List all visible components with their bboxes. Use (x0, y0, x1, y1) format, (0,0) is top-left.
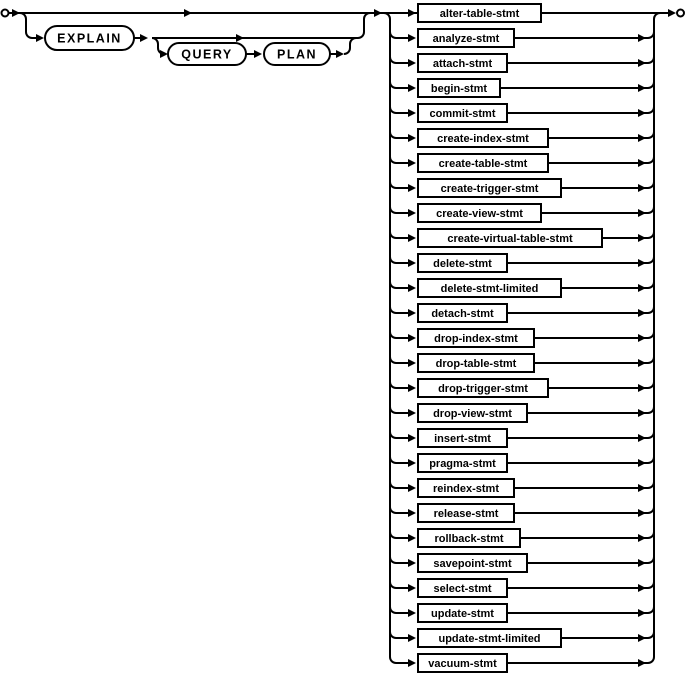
node-label: analyze-stmt (432, 33, 500, 45)
connector-line (507, 657, 654, 663)
connector-line (507, 582, 654, 588)
connector-line (390, 432, 408, 438)
connector-line (541, 207, 654, 213)
arrowhead (638, 584, 646, 592)
arrowhead (408, 84, 416, 92)
arrowhead (236, 34, 244, 42)
arrowhead (408, 34, 416, 42)
right-merge-rail (654, 13, 660, 657)
arrowhead (638, 509, 646, 517)
node-label: create-trigger-stmt (440, 183, 539, 195)
node-detach-stmt[interactable] (418, 304, 507, 322)
connector-line (390, 482, 408, 488)
arrowhead (408, 159, 416, 167)
node-insert-stmt[interactable] (418, 429, 507, 447)
connector-line (390, 507, 408, 513)
connector-line (514, 507, 654, 513)
connector-line (507, 57, 654, 63)
keyword-label: PLAN (276, 47, 318, 62)
node-update-stmt-limited[interactable] (418, 629, 561, 647)
connector-line (514, 482, 654, 488)
node-label: release-stmt (433, 508, 499, 520)
end-terminal-icon (677, 10, 684, 17)
node-label: attach-stmt (432, 58, 493, 70)
connector-line (390, 582, 408, 588)
connector-line (390, 257, 408, 263)
arrowhead (408, 209, 416, 217)
arrowhead (638, 334, 646, 342)
arrowhead (638, 534, 646, 542)
arrowhead (408, 9, 416, 17)
connector-line (390, 332, 408, 338)
arrowhead (638, 84, 646, 92)
connector-line (602, 232, 654, 238)
arrowhead (638, 359, 646, 367)
connector-line (390, 407, 408, 413)
connector-line (390, 307, 408, 313)
node-label: pragma-stmt (429, 458, 496, 470)
node-label: commit-stmt (429, 108, 496, 120)
connector-line (390, 657, 408, 663)
node-create-trigger-stmt[interactable] (418, 179, 561, 197)
connector-line (520, 532, 654, 538)
connector-line (390, 282, 408, 288)
connector-line (390, 182, 408, 188)
node-create-view-stmt[interactable] (418, 204, 541, 222)
connector-line (507, 432, 654, 438)
query-plan-merge-line (344, 38, 356, 54)
node-label: create-view-stmt (436, 208, 523, 220)
node-label: reindex-stmt (432, 483, 500, 495)
arrowhead (408, 659, 416, 667)
connector-line (390, 632, 408, 638)
connector-line (390, 207, 408, 213)
connector-line (390, 532, 408, 538)
node-attach-stmt[interactable] (418, 54, 507, 72)
arrowhead (408, 109, 416, 117)
node-pragma-stmt[interactable] (418, 454, 507, 472)
node-label: create-table-stmt (438, 158, 528, 170)
arrowhead (638, 409, 646, 417)
arrowhead (668, 9, 676, 17)
node-create-table-stmt[interactable] (418, 154, 548, 172)
arrowhead (638, 609, 646, 617)
node-create-virtual-table-stmt[interactable] (418, 229, 602, 247)
arrowhead (638, 159, 646, 167)
arrowhead (408, 359, 416, 367)
arrowhead (638, 34, 646, 42)
arrowhead (638, 459, 646, 467)
arrowhead (638, 209, 646, 217)
connector-line (534, 357, 654, 363)
arrowhead (408, 559, 416, 567)
node-analyze-stmt[interactable] (418, 29, 514, 47)
arrowhead (408, 309, 416, 317)
connector-line (527, 407, 654, 413)
arrowhead (638, 134, 646, 142)
arrowhead (184, 9, 192, 17)
node-alter-table-stmt[interactable] (418, 4, 541, 22)
arrowhead (408, 334, 416, 342)
connector-line (527, 557, 654, 563)
arrowhead (408, 534, 416, 542)
arrowhead (408, 409, 416, 417)
node-label: update-stmt-limited (438, 633, 541, 645)
connector-line (390, 557, 408, 563)
arrowhead (374, 9, 382, 17)
connector-line (507, 607, 654, 613)
left-branch-rail (384, 13, 390, 657)
connector-line (514, 32, 654, 38)
node-label: savepoint-stmt (433, 558, 512, 570)
node-vacuum-stmt[interactable] (418, 654, 507, 672)
connector-line (390, 457, 408, 463)
node-label: drop-trigger-stmt (438, 383, 528, 395)
arrowhead (408, 384, 416, 392)
arrowhead (638, 59, 646, 67)
node-label: drop-index-stmt (434, 333, 518, 345)
arrowhead (638, 559, 646, 567)
node-label: create-index-stmt (437, 133, 529, 145)
arrowhead (638, 184, 646, 192)
keyword-label: QUERY (181, 47, 233, 62)
node-label: delete-stmt-limited (440, 283, 539, 295)
arrowhead (638, 309, 646, 317)
arrowhead (638, 109, 646, 117)
node-label: select-stmt (433, 583, 492, 595)
node-release-stmt[interactable] (418, 504, 514, 522)
arrowhead (408, 484, 416, 492)
explain-bypass-line (152, 13, 370, 38)
connector-line (390, 157, 408, 163)
arrowhead (408, 259, 416, 267)
connector-line (390, 607, 408, 613)
arrowhead (36, 34, 44, 42)
connector-line (534, 332, 654, 338)
node-delete-stmt-limited[interactable] (418, 279, 561, 297)
node-drop-view-stmt[interactable] (418, 404, 527, 422)
arrowhead (638, 384, 646, 392)
connector-line (390, 382, 408, 388)
node-rollback-stmt[interactable] (418, 529, 520, 547)
node-label: drop-table-stmt (435, 358, 517, 370)
arrowhead (408, 134, 416, 142)
arrowhead (160, 50, 168, 58)
node-begin-stmt[interactable] (418, 79, 500, 97)
node-update-stmt[interactable] (418, 604, 507, 622)
node-label: drop-view-stmt (433, 408, 512, 420)
arrowhead (638, 634, 646, 642)
node-drop-index-stmt[interactable] (418, 329, 534, 347)
node-label: begin-stmt (430, 83, 488, 95)
arrowhead (254, 50, 262, 58)
connector-line (390, 107, 408, 113)
node-select-stmt[interactable] (418, 579, 507, 597)
node-reindex-stmt[interactable] (418, 479, 514, 497)
node-create-index-stmt[interactable] (418, 129, 548, 147)
connector-line (500, 82, 654, 88)
connector-line (390, 82, 408, 88)
node-delete-stmt[interactable] (418, 254, 507, 272)
keyword-label: EXPLAIN (57, 31, 122, 46)
arrowhead (408, 434, 416, 442)
connector-line (390, 57, 408, 63)
connector-line (507, 257, 654, 263)
start-terminal-icon (2, 10, 9, 17)
keyword-explain (45, 26, 134, 50)
connector-line (390, 32, 408, 38)
connector-line (390, 132, 408, 138)
arrowhead (638, 259, 646, 267)
node-label: rollback-stmt (434, 533, 504, 545)
arrowhead (638, 284, 646, 292)
node-drop-table-stmt[interactable] (418, 354, 534, 372)
arrowhead (638, 659, 646, 667)
arrowhead (336, 50, 344, 58)
node-label: delete-stmt (433, 258, 492, 270)
connector-line (390, 232, 408, 238)
arrowhead (12, 9, 20, 17)
explain-branch-line (20, 13, 36, 38)
node-commit-stmt[interactable] (418, 104, 507, 122)
arrowhead (140, 34, 148, 42)
node-savepoint-stmt[interactable] (418, 554, 527, 572)
node-label: detach-stmt (431, 308, 494, 320)
arrowhead (408, 459, 416, 467)
arrowhead (408, 634, 416, 642)
arrowhead (408, 59, 416, 67)
keyword-plan (264, 43, 330, 65)
connector-line (390, 357, 408, 363)
arrowhead (408, 184, 416, 192)
node-label: update-stmt (431, 608, 494, 620)
arrowhead (408, 584, 416, 592)
connector-line (507, 307, 654, 313)
arrowhead (638, 434, 646, 442)
arrowhead (638, 234, 646, 242)
arrowhead (408, 234, 416, 242)
node-drop-trigger-stmt[interactable] (418, 379, 548, 397)
arrowhead (408, 509, 416, 517)
node-label: create-virtual-table-stmt (447, 233, 573, 245)
keyword-query (168, 43, 246, 65)
connector-line (507, 107, 654, 113)
arrowhead (638, 484, 646, 492)
arrowhead (408, 284, 416, 292)
node-label: vacuum-stmt (428, 658, 497, 670)
node-label: alter-table-stmt (439, 8, 520, 20)
node-label: insert-stmt (434, 433, 491, 445)
arrowhead (408, 609, 416, 617)
connector-line (507, 457, 654, 463)
